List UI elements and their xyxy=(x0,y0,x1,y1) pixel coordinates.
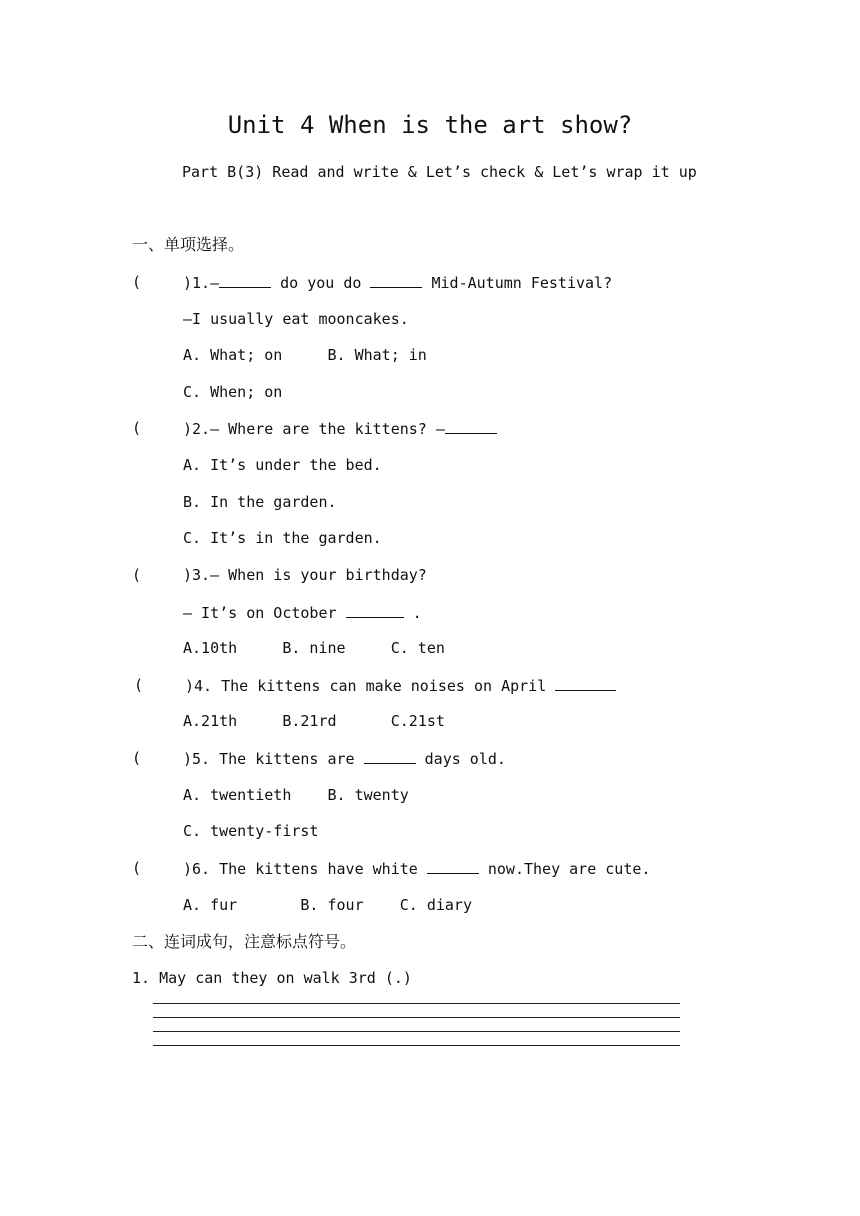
q2-answer-paren: ( xyxy=(132,419,142,437)
q1-answer-paren: ( xyxy=(132,273,142,291)
q5-option-c: C. twenty-first xyxy=(183,822,319,840)
q3-answer-line: — It’s on October . xyxy=(183,604,422,622)
q1-options-ab: A. What; on B. What; in xyxy=(183,346,427,364)
q2-option-b: B. In the garden. xyxy=(183,493,337,511)
q3-options: A.10th B. nine C. ten xyxy=(183,639,445,657)
q6-question: )6. The kittens have white now.They are cute. xyxy=(183,860,651,878)
q1-blank-1 xyxy=(219,273,271,288)
q3-blank xyxy=(346,603,404,618)
q4-options: A.21th B.21rd C.21st xyxy=(183,712,445,730)
q1-answer-line: —I usually eat mooncakes. xyxy=(183,310,409,328)
q2-blank xyxy=(445,419,497,434)
q1-blank-2 xyxy=(370,273,422,288)
q6-options: A. fur B. four C. diary xyxy=(183,896,472,914)
q5-options-ab: A. twentieth B. twenty xyxy=(183,786,409,804)
q4-blank xyxy=(555,676,616,691)
q6-answer-paren: ( xyxy=(132,859,142,877)
s2-q1-prompt: 1. May can they on walk 3rd (.) xyxy=(132,969,412,987)
page-subtitle: Part B(3) Read and write & Let’s check & Let’s wrap it up xyxy=(182,163,697,181)
writing-line xyxy=(153,1045,680,1046)
q4-answer-paren: ( xyxy=(134,676,144,694)
q3-question: )3.— When is your birthday? xyxy=(183,566,427,584)
q2-question: )2.— Where are the kittens? — xyxy=(183,419,497,438)
section-1-heading: 一、单项选择。 xyxy=(132,235,245,254)
q6-blank xyxy=(427,859,479,874)
section-2-heading: 二、连词成句，注意标点符号。 xyxy=(132,932,357,951)
page-title: Unit 4 When is the art show? xyxy=(227,111,633,139)
q4-question: )4. The kittens can make noises on April xyxy=(185,676,616,695)
q1-question: )1.— do you do Mid-Autumn Festival? xyxy=(183,274,613,292)
writing-line xyxy=(153,1017,680,1018)
q2-option-c: C. It’s in the garden. xyxy=(183,529,382,547)
writing-line xyxy=(153,1031,680,1032)
q2-option-a: A. It’s under the bed. xyxy=(183,456,382,474)
writing-line xyxy=(153,1003,680,1004)
q3-answer-paren: ( xyxy=(132,566,142,584)
q5-blank xyxy=(364,749,416,764)
q5-question: )5. The kittens are days old. xyxy=(183,750,506,768)
q1-option-c: C. When; on xyxy=(183,383,283,401)
q5-answer-paren: ( xyxy=(132,749,142,767)
